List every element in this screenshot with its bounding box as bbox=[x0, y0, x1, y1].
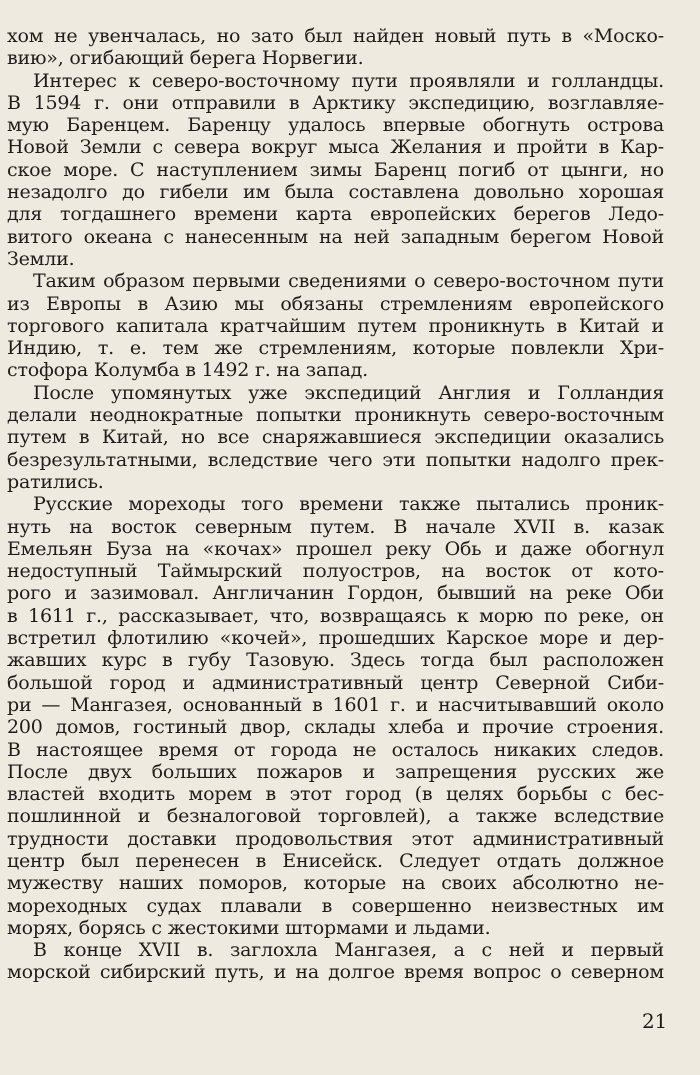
text-line: В 1594 г. они отправили в Арктику экспедицию, возглавляе- bbox=[7, 91, 664, 114]
text-line: торгового капитала кратчайшим путем проникнуть в Китай и bbox=[7, 314, 664, 337]
text-line: большой город и административный центр Северной Сиби- bbox=[7, 671, 664, 694]
text-line: властей входить морем в этот город (в целях борьбы с бес- bbox=[7, 783, 664, 806]
text-line: жавших курс в губу Тазовую. Здесь тогда был расположен bbox=[7, 649, 664, 672]
text-line: в 1611 г., рассказывает, что, возвращаясь к морю по реке, он bbox=[7, 604, 664, 627]
text-line: для тогдашнего времени карта европейских берегов Ледо- bbox=[7, 203, 664, 226]
text-line: Таким образом первыми сведениями о северо-восточном пути bbox=[33, 270, 664, 293]
text-line: недоступный Таймырский полуостров, на восток от кото- bbox=[7, 560, 664, 583]
text-line: морской сибирский путь, и на долгое время вопрос о северном bbox=[7, 961, 664, 984]
text-line: В конце XVII в. заглохла Мангазея, а с ней и первый bbox=[33, 939, 664, 962]
text-line: Емельян Буза на «кочах» прошел реку Обь и даже обогнул bbox=[7, 537, 664, 560]
text-line: из Европы в Азию мы обязаны стремлениям европейского bbox=[7, 292, 664, 315]
text-line: Интерес к северо-восточному пути проявляли и голландцы. bbox=[33, 69, 664, 92]
body-text bbox=[7, 25, 664, 984]
text-line: хом не увенчалась, но зато был найден новый путь в «Моско- bbox=[7, 25, 664, 47]
text-line: ри — Мангазея, основанный в 1601 г. и насчитывавший около bbox=[7, 693, 664, 716]
text-line: мореходных судах плавали в совершенно неизвестных им bbox=[7, 894, 664, 917]
text-line: рого и зазимовал. Англичанин Гордон, бывший на реке Оби bbox=[7, 582, 664, 605]
text-line: Русские мореходы того времени также пытались проник- bbox=[33, 493, 664, 516]
text-line: встретил флотилию «кочей», прошедших Карское море и дер- bbox=[7, 627, 664, 650]
text-line: Земли. bbox=[7, 247, 75, 270]
page-number: 21 bbox=[641, 1009, 667, 1033]
text-line: безрезультатными, вследствие чего эти попытки надолго прек- bbox=[7, 448, 664, 471]
text-line: После двух больших пожаров и запрещения русских же bbox=[7, 760, 664, 783]
text-line: ратились. bbox=[7, 470, 104, 493]
text-line: стофора Колумба в 1492 г. на запад. bbox=[7, 359, 369, 382]
text-line: незадолго до гибели им была составлена довольно хорошая bbox=[7, 181, 664, 204]
text-line: пошлинной и безналоговой торговлей), а также вследствие bbox=[7, 805, 664, 828]
text-line: витого океана с нанесенным на ней западным берегом Новой bbox=[7, 225, 664, 248]
text-line: В настоящее время от города не осталось никаких следов. bbox=[7, 738, 664, 761]
text-line: 200 домов, гостиный двор, склады хлеба и прочие строения. bbox=[7, 716, 664, 739]
text-line: путем в Китай, но все снаряжавшиеся экспедиции оказались bbox=[7, 426, 664, 449]
text-line: Индию, т. е. тем же стремлениям, которые повлекли Хри- bbox=[7, 337, 664, 360]
text-line: делали неоднократные попытки проникнуть северо-восточным bbox=[7, 404, 664, 427]
text-line: После упомянутых уже экспедиций Англия и Голландия bbox=[33, 381, 664, 404]
text-line: морях, борясь с жестокими штормами и льдами. bbox=[7, 916, 491, 939]
text-line: Новой Земли с севера вокруг мыса Желания и пройти в Кар- bbox=[7, 136, 664, 159]
text-line: вию», огибающий берега Норвегии. bbox=[7, 47, 364, 70]
text-line: центр был перенесен в Енисейск. Следует отдать должное bbox=[7, 849, 664, 872]
text-line: мужеству наших поморов, которые на своих абсолютно не- bbox=[7, 872, 664, 895]
text-line: трудности доставки продовольствия этот административный bbox=[7, 827, 664, 850]
text-line: ское море. С наступлением зимы Баренц погиб от цынги, но bbox=[7, 158, 664, 181]
text-line: мую Баренцем. Баренцу удалось впервые обогнуть острова bbox=[7, 114, 664, 137]
text-line: нуть на восток северным путем. В начале XVII в. казак bbox=[7, 515, 664, 538]
